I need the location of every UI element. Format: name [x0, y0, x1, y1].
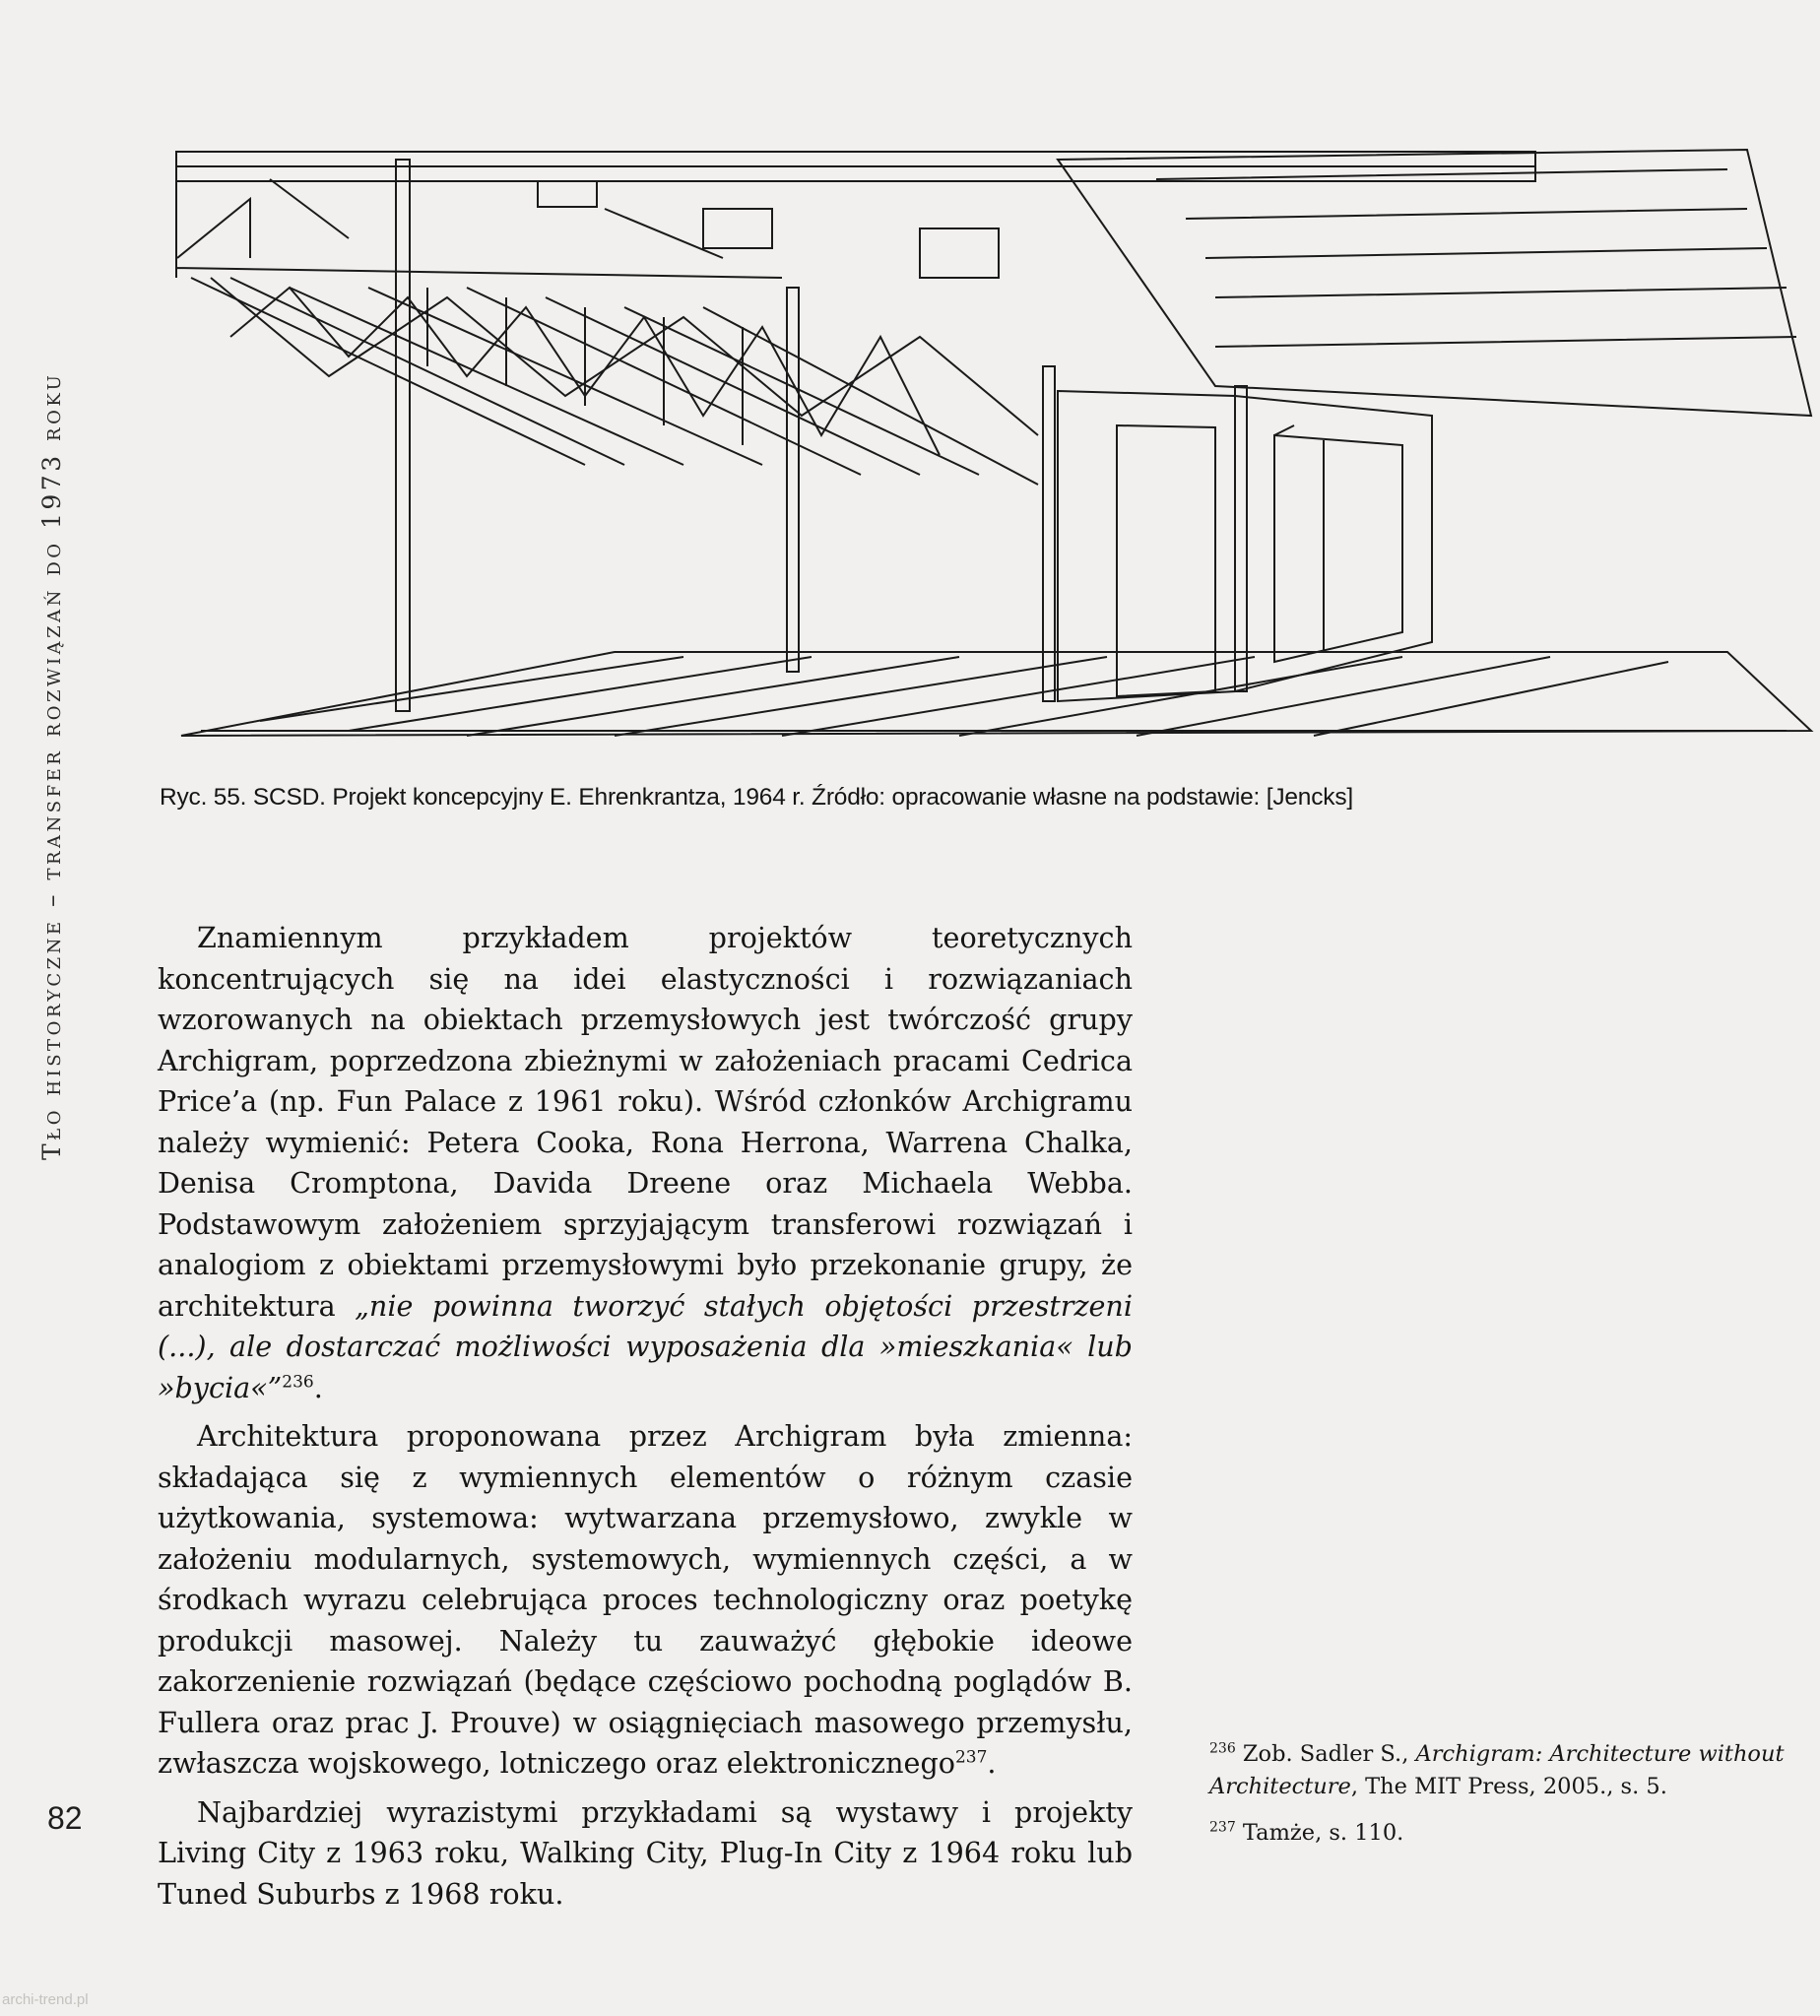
footnote-236: $^{236}$ Zob. Sadler S., Archigram: Architecture without Architecture, The MIT Press, 2005., s. 5. — [1209, 1740, 1785, 1799]
page-number: 82 — [47, 1800, 83, 1836]
paragraph-1: Znamiennym przykładem projektów teoretycznych koncentrujących się na idei elastyczności i rozwiązaniach wzorowanych na obiektach przemysłowych jest twórczość grupy Archigram, poprzedzona zbieżnymi w założeniach pracami Cedrica Price’a (np. Fun Palace z 1961 roku). Wśród członków Archigramu należy wymienić: Petera Cooka, Rona Herrona, Warrena Chalka, Denisa Cromptona, Davida Dreene oraz Michaela Webba. Podstawowym założeniem sprzyjającym transferowi rozwiązań i analogiom z obiektami przemysłowymi było przekonanie grupy, że architektura „nie powinna tworzyć stałych objętości przestrzeni (...), ale dostarczać możliwości wyposażenia dla »mieszkania« lub »bycia«”$^{236}$. — [158, 921, 1133, 1404]
paragraph-2: Architektura proponowana przez Archigram była zmienna: składająca się z wymiennych elementów o różnym czasie użytkowania, systemowa: wytwarzana przemysłowo, zwykle w założeniu modularnych, systemowych, wymiennych części, a w środkach wyrazu celebrująca proces technologiczny oraz poetykę produkcji masowej. Należy tu zauważyć głębokie ideowe zakorzenienie rozwiązań (będące częściowo pochodną poglądów B. Fullera oraz prac J. Prouve) w osiągnięciach masowego przemysłu, zwłaszcza wojskowego, lotniczego oraz elektronicznego$^{237}$. — [158, 1419, 1133, 1780]
footnote-ref-236: 236 — [282, 1371, 314, 1392]
paragraph-3: Najbardziej wyrazistymi przykładami są wystawy i projekty Living City z 1963 roku, Walking City, Plug-In City z 1964 roku lub Tuned Suburbs z 1968 roku. — [158, 1794, 1133, 1911]
footnote-ref-237: 237 — [954, 1747, 988, 1768]
running-head: Tło historyczne – transfer rozwiązań do 1973 roku — [37, 371, 66, 1160]
watermark: archi-trend.pl — [2, 1991, 89, 2008]
footnotes — [1209, 1738, 1800, 1863]
main-body-text — [158, 918, 1133, 1915]
architecture-drawing-icon — [171, 140, 1816, 760]
archigram-quote: „nie powinna tworzyć stałych objętości przestrzeni (...), ale dostarczać możliwości wyposażenia dla »mieszkania« lub »bycia«” — [158, 1288, 1133, 1404]
footnote-237: $^{237}$ Tamże, s. 110. — [1209, 1819, 1404, 1846]
figure-scsd-drawing — [171, 140, 1816, 760]
figure-caption: Ryc. 55. SCSD. Projekt koncepcyjny E. Ehrenkrantza, 1964 r. Źródło: opracowanie własne na podstawie: [Jencks] — [160, 784, 1353, 811]
